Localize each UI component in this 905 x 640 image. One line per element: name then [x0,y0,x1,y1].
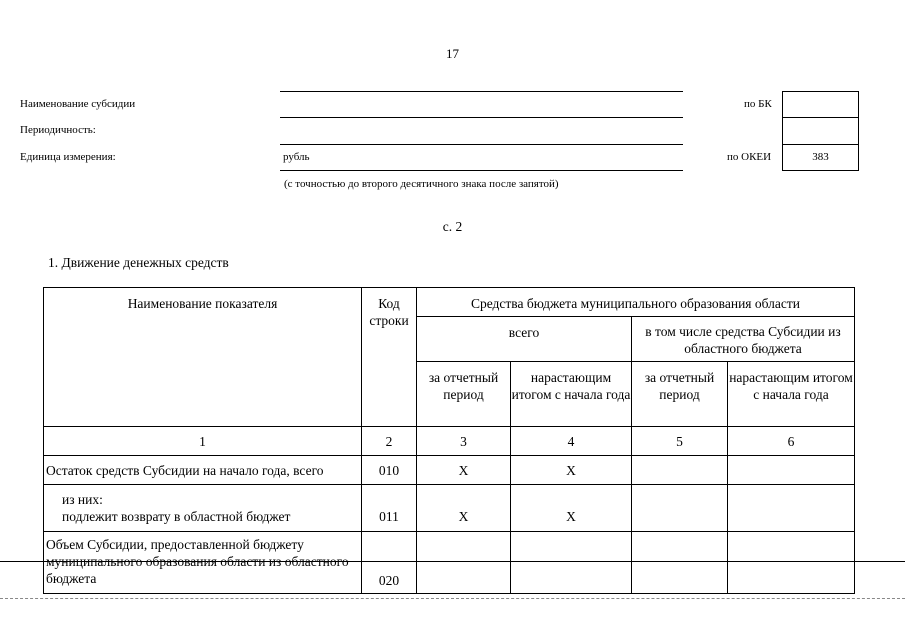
row-cell-c6 [728,485,855,532]
row-name: Остаток средств Субсидии на начало года, всего [44,456,362,485]
row-name: Объем Субсидии, предоставленной бюджету муниципального образования области из областного бюджета [44,532,362,594]
scan-cut-line-dashed [0,598,905,599]
subsidy-name-label: Наименование субсидии [20,98,136,110]
header-subsidy-cumulative [728,362,855,427]
header-total-period [417,362,511,427]
row-cell-c4: X [511,485,632,532]
okei-label: по ОКЕИ [727,151,772,163]
header-total-cumulative [511,362,632,427]
row-cell-c4 [511,532,632,594]
header-municipal-funds [417,288,855,317]
unit-value: рубль [283,151,310,163]
header-total-text: всего [508,325,540,340]
row-cell-c5 [632,485,728,532]
scan-cut-line [0,561,905,562]
header-subsidy-period [632,362,728,427]
row-name-line1: из них: [62,492,103,507]
header-total-period-text: за отчетный период [428,370,499,402]
row-code: 020 [362,532,417,594]
bk-code-box [782,91,859,118]
header-subsidy-part-text: в том числе средства Субсидии из областного бюджета [645,324,841,356]
section-title: 1. Движение денежных средств [48,255,229,270]
okei-value: 383 [812,151,829,163]
unit-label: Единица измерения: [20,151,116,163]
header-subsidy-period-text: за отчетный период [644,370,715,402]
table-row [44,532,855,594]
cash-flow-table [43,287,855,594]
page-marker: с. 2 [442,219,463,234]
periodicity-label: Периодичность: [20,124,96,136]
header-indicator-name-text: Наименование показателя [127,296,278,311]
row-cell-c6 [728,532,855,594]
table-row [44,485,855,532]
periodicity-code-box [782,117,859,145]
header-subsidy-cumulative-text: нарастающим итогом с начала года [729,370,853,402]
header-row-code [362,288,417,427]
row-cell-c5 [632,532,728,594]
subsidy-name-line [280,117,683,118]
column-number: 4 [511,427,632,456]
column-number: 5 [632,427,728,456]
column-number: 2 [362,427,417,456]
table-row [44,456,855,485]
column-number: 1 [44,427,362,456]
header-municipal-funds-text: Средства бюджета муниципального образования области [470,296,801,311]
periodicity-line [280,144,683,145]
row-cell-c3: X [417,456,511,485]
subsidy-name-top-line [280,91,683,92]
okei-code-box [782,144,859,171]
row-cell-c5 [632,456,728,485]
row-cell-c6 [728,456,855,485]
column-number: 3 [417,427,511,456]
row-cell-c4: X [511,456,632,485]
header-subsidy-part [632,317,855,362]
row-cell-c3: X [417,485,511,532]
page-number: 17 [446,46,459,61]
row-name [44,485,362,532]
row-cell-c3 [417,532,511,594]
bk-label: по БК [744,98,772,110]
header-total-cumulative-text: нарастающим итогом с начала года [511,370,631,402]
header-total [417,317,632,362]
column-number: 6 [728,427,855,456]
unit-line [280,170,683,171]
row-code: 010 [362,456,417,485]
header-indicator-name [44,288,362,427]
row-code: 011 [362,485,417,532]
column-numbers-row [44,427,855,456]
row-name-line2: подлежит возврату в областной бюджет [62,509,291,524]
header-row-code-text: Код строки [369,296,409,328]
precision-note: (с точностью до второго десятичного знака после запятой) [284,178,559,190]
